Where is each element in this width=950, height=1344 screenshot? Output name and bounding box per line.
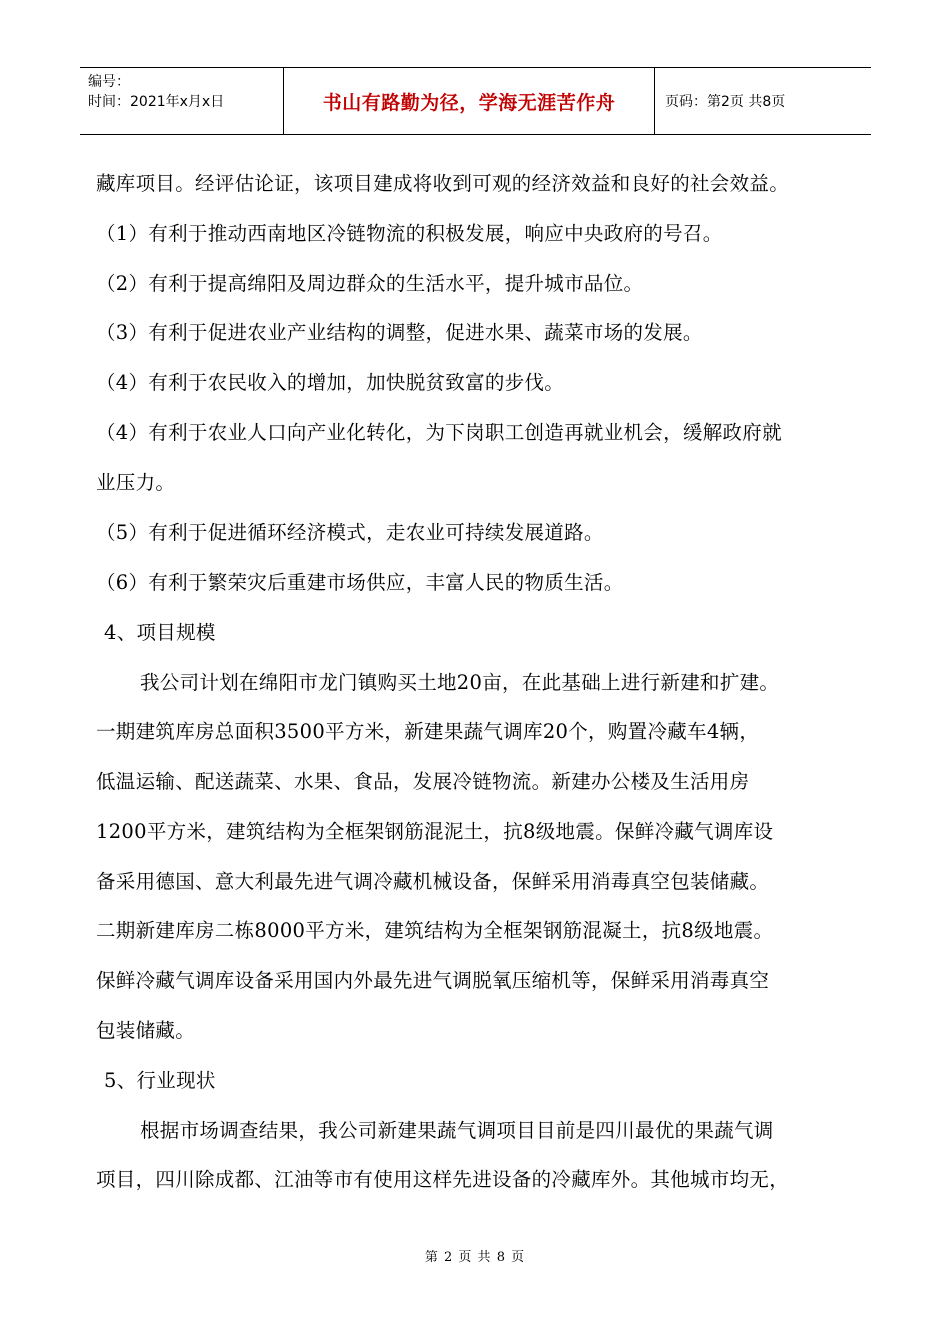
body-line: 低温运输、配送蔬菜、水果、食品，发展冷链物流。新建办公楼及生活用房 [96,770,750,793]
body-line: 二期新建库房二栋8000平方米，建筑结构为全框架钢筋混凝土，抗8级地震。 [96,919,774,942]
document-number-label: 编号： [88,74,130,90]
section-heading-industry: 5、行业现状 [104,1069,216,1092]
body-line: 项目，四川除成都、江油等市有使用这样先进设备的冷藏库外。其他城市均无， [96,1168,790,1191]
body-line: 一期建筑库房总面积3500平方米，新建果蔬气调库20个，购置冷藏车4辆， [96,720,760,743]
body-line: 保鲜冷藏气调库设备采用国内外最先进气调脱氧压缩机等，保鲜采用消毒真空 [96,969,770,992]
body-line: 根据市场调查结果，我公司新建果蔬气调项目目前是四川最优的果蔬气调 [140,1119,774,1142]
header-page-cell [655,68,871,134]
header-page-code: 页码：第2页 共8页 [665,94,786,110]
page-footer: 第 2 页 共 8 页 [424,1250,526,1265]
body-line: 备采用德国、意大利最先进气调冷藏机械设备，保鲜采用消毒真空包装储藏。 [96,870,770,893]
benefit-item-3: （3）有利于促进农业产业结构的调整，促进水果、蔬菜市场的发展。 [96,321,703,344]
header-motto: 书山有路勤为径，学海无涯苦作舟 [322,91,616,114]
body-line: 我公司计划在绵阳市龙门镇购买土地20亩，在此基础上进行新建和扩建。 [140,671,780,694]
body-line: 藏库项目。经评估论证，该项目建成将收到可观的经济效益和良好的社会效益。 [96,172,790,195]
body-line: 包装储藏。 [96,1019,196,1042]
header-meta [80,68,283,134]
benefit-item-2: （2）有利于提高绵阳及周边群众的生活水平，提升城市品位。 [96,272,644,295]
document-header [80,67,871,135]
benefit-item-4b: （4）有利于农业人口向产业化转化，为下岗职工创造再就业机会，缓解政府就 [96,421,782,444]
benefit-item-1: （1）有利于推动西南地区冷链物流的积极发展，响应中央政府的号召。 [96,222,723,245]
document-date-label: 时间：2021年x月x日 [88,94,225,110]
benefit-item-4: （4）有利于农民收入的增加，加快脱贫致富的步伐。 [96,371,565,394]
benefit-item-5: （5）有利于促进循环经济模式，走农业可持续发展道路。 [96,521,604,544]
body-line: 1200平方米，建筑结构为全框架钢筋混泥土，抗8级地震。保鲜冷藏气调库设 [96,820,774,843]
header-motto-cell [283,68,655,134]
section-heading-scale: 4、项目规模 [104,621,216,644]
benefit-item-6: （6）有利于繁荣灾后重建市场供应，丰富人民的物质生活。 [96,571,624,594]
benefit-item-4b-cont: 业压力。 [96,471,176,494]
